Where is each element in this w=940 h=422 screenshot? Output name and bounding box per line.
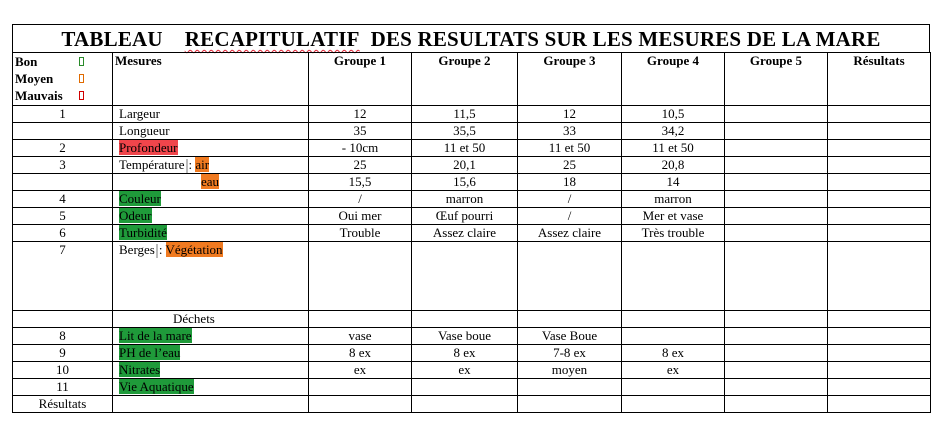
cell-g4	[622, 379, 725, 396]
cell-g4: 8 ex	[622, 345, 725, 362]
sub-label-dechets: Déchets	[113, 311, 309, 328]
cell-g4: 10,5	[622, 106, 725, 123]
cell-g3: 7-8 ex	[518, 345, 622, 362]
cell-g5	[725, 379, 828, 396]
table-row	[13, 157, 931, 174]
cell-g5	[725, 157, 828, 174]
measure-label-cell	[113, 362, 309, 379]
measure-label-cell	[113, 208, 309, 225]
legend-box-orange-icon	[79, 74, 84, 83]
header-mesures: Mesures	[113, 53, 309, 106]
measure-label: Couleur	[119, 191, 161, 207]
cursor-mark	[156, 244, 158, 258]
cell-g5	[725, 328, 828, 345]
title-word-recapitulatif: RECAPITULATIF	[184, 27, 360, 51]
cell-resultats	[828, 191, 931, 208]
cell-g5	[725, 106, 828, 123]
cell-resultats	[828, 396, 931, 413]
cell-g1: Trouble	[309, 225, 412, 242]
row-number: 4	[13, 191, 113, 208]
cell-g5	[725, 311, 828, 328]
cell-g1: /	[309, 191, 412, 208]
cell-resultats	[828, 140, 931, 157]
cell-g5	[725, 396, 828, 413]
measure-label-cell	[113, 345, 309, 362]
cell-g2: 15,6	[412, 174, 518, 191]
cell-g5	[725, 242, 828, 311]
table-row	[13, 362, 931, 379]
table-row	[13, 208, 931, 225]
legend-cell	[13, 53, 113, 106]
cell-g2: 35,5	[412, 123, 518, 140]
measure-label: Longueur	[113, 123, 309, 140]
measure-label: Nitrates	[119, 362, 161, 378]
measure-label: Profondeur	[119, 140, 178, 155]
results-row-label: Résultats	[13, 396, 113, 413]
cell-g3: 25	[518, 157, 622, 174]
row-number: 11	[13, 379, 113, 396]
measure-label-cell	[113, 225, 309, 242]
label-separator: :	[158, 242, 163, 258]
cell-g4: 20,8	[622, 157, 725, 174]
cell-resultats	[828, 157, 931, 174]
cell-g2: 8 ex	[412, 345, 518, 362]
cell-g1: 12	[309, 106, 412, 123]
table-row	[13, 106, 931, 123]
cell-g4: marron	[622, 191, 725, 208]
cell-resultats	[828, 208, 931, 225]
sub-label-air: air	[195, 157, 210, 172]
table-row	[13, 123, 931, 140]
cell-g5	[725, 362, 828, 379]
measure-label-cell	[113, 140, 309, 157]
cell-g5	[725, 140, 828, 157]
legend-box-red-icon	[79, 91, 84, 100]
cell-g5	[725, 345, 828, 362]
measure-label-cell	[113, 379, 309, 396]
cell-g1: 35	[309, 123, 412, 140]
label-separator: :	[188, 157, 193, 172]
cell-g2: Assez claire	[412, 225, 518, 242]
legend-box-green-icon	[79, 57, 84, 66]
row-number: 10	[13, 362, 113, 379]
cell-g2	[412, 311, 518, 328]
table-row	[13, 396, 931, 413]
cell-g4: Mer et vase	[622, 208, 725, 225]
cell-g2	[412, 379, 518, 396]
row-number: 5	[13, 208, 113, 225]
measure-label: Odeur	[119, 208, 152, 224]
cell-g1: 8 ex	[309, 345, 412, 362]
header-row	[13, 53, 931, 106]
cell-resultats	[828, 174, 931, 191]
cell-g4	[622, 396, 725, 413]
cell-g4: ex	[622, 362, 725, 379]
table-row	[13, 379, 931, 396]
row-number	[13, 123, 113, 140]
cell-g1: 15,5	[309, 174, 412, 191]
header-groupe-1: Groupe 1	[309, 53, 412, 106]
cell-g3: /	[518, 191, 622, 208]
cell-g1	[309, 396, 412, 413]
cell-g5	[725, 208, 828, 225]
cell-g3: /	[518, 208, 622, 225]
measure-label: Berges	[119, 242, 155, 258]
row-number: 9	[13, 345, 113, 362]
cell-g3	[518, 379, 622, 396]
cell-g2: Œuf pourri	[412, 208, 518, 225]
measure-label: Température	[119, 157, 185, 172]
row-number: 1	[13, 106, 113, 123]
measure-label-cell	[113, 396, 309, 413]
cell-g3: 12	[518, 106, 622, 123]
cell-resultats	[828, 328, 931, 345]
cell-g2: Vase boue	[412, 328, 518, 345]
cell-g2: 11,5	[412, 106, 518, 123]
legend-moyen: Moyen	[15, 70, 110, 87]
table-row	[13, 191, 931, 208]
header-groupe-5: Groupe 5	[725, 53, 828, 106]
cell-g2	[412, 242, 518, 311]
sub-label-eau: eau	[201, 174, 220, 190]
cell-g2: 11 et 50	[412, 140, 518, 157]
results-table	[12, 52, 931, 413]
cell-g3: moyen	[518, 362, 622, 379]
cell-g1	[309, 242, 412, 311]
measure-label-cell	[113, 242, 309, 311]
measure-label: PH de l’eau	[119, 345, 181, 361]
table-row	[13, 345, 931, 362]
measure-label: Lit de la mare	[119, 328, 192, 344]
table-row	[13, 174, 931, 191]
sub-label-vegetation: Végétation	[165, 242, 223, 258]
legend-mauvais: Mauvais	[15, 87, 110, 104]
title-word-tableau: TABLEAU	[61, 27, 163, 51]
cell-g1	[309, 311, 412, 328]
legend-bon: Bon	[15, 53, 110, 70]
table-row	[13, 328, 931, 345]
measure-label-cell	[113, 174, 309, 191]
cell-g1: - 10cm	[309, 140, 412, 157]
cell-g2	[412, 396, 518, 413]
row-number: 3	[13, 157, 113, 174]
measure-label-cell	[113, 328, 309, 345]
measure-label-cell	[113, 191, 309, 208]
cell-resultats	[828, 311, 931, 328]
cell-g5	[725, 174, 828, 191]
cell-resultats	[828, 379, 931, 396]
cell-g2: marron	[412, 191, 518, 208]
cell-g3: 11 et 50	[518, 140, 622, 157]
cell-g4: Très trouble	[622, 225, 725, 242]
cell-g3	[518, 396, 622, 413]
header-resultats: Résultats	[828, 53, 931, 106]
cell-g2: ex	[412, 362, 518, 379]
row-number: 8	[13, 328, 113, 345]
cell-g3: 33	[518, 123, 622, 140]
header-groupe-2: Groupe 2	[412, 53, 518, 106]
table-row	[13, 311, 931, 328]
cell-g1	[309, 379, 412, 396]
table-row	[13, 140, 931, 157]
cell-g3: Vase Boue	[518, 328, 622, 345]
cell-resultats	[828, 123, 931, 140]
row-number: 6	[13, 225, 113, 242]
cell-g3: Assez claire	[518, 225, 622, 242]
header-groupe-4: Groupe 4	[622, 53, 725, 106]
cell-g4	[622, 328, 725, 345]
measure-label: Largeur	[113, 106, 309, 123]
cell-g3	[518, 311, 622, 328]
cell-resultats	[828, 345, 931, 362]
measure-label-cell	[113, 157, 309, 174]
cell-g4	[622, 311, 725, 328]
cell-g5	[725, 225, 828, 242]
cell-g4: 34,2	[622, 123, 725, 140]
cell-g5	[725, 191, 828, 208]
cell-g2: 20,1	[412, 157, 518, 174]
measure-label: Turbidité	[119, 225, 167, 241]
cell-g4: 11 et 50	[622, 140, 725, 157]
cell-g1: vase	[309, 328, 412, 345]
cell-g1: 25	[309, 157, 412, 174]
cell-g1: ex	[309, 362, 412, 379]
measure-label: Vie Aquatique	[119, 379, 194, 395]
table-row	[13, 242, 931, 311]
cursor-mark	[186, 159, 188, 173]
cell-resultats	[828, 225, 931, 242]
cell-resultats	[828, 106, 931, 123]
table-row	[13, 225, 931, 242]
cell-g4	[622, 242, 725, 311]
cell-g4: 14	[622, 174, 725, 191]
cell-resultats	[828, 242, 931, 311]
cell-g1: Oui mer	[309, 208, 412, 225]
cell-resultats	[828, 362, 931, 379]
page-title	[12, 24, 930, 52]
cell-g5	[725, 123, 828, 140]
row-number: 7	[13, 242, 113, 311]
header-groupe-3: Groupe 3	[518, 53, 622, 106]
row-number	[13, 174, 113, 191]
title-rest: DES RESULTATS SUR LES MESURES DE LA MARE	[370, 27, 881, 51]
cell-g3	[518, 242, 622, 311]
cell-g3: 18	[518, 174, 622, 191]
row-number: 2	[13, 140, 113, 157]
row-number	[13, 311, 113, 328]
